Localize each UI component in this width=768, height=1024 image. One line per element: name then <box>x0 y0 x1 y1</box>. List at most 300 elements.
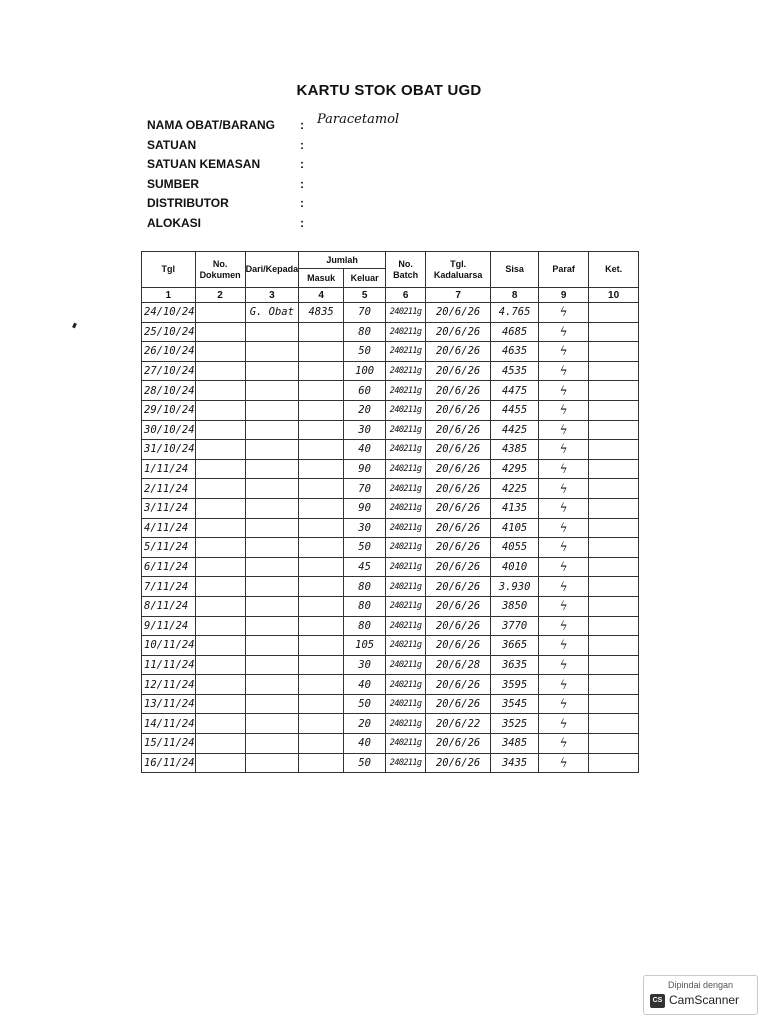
cell-masuk <box>299 498 344 518</box>
cell-sisa: 3850 <box>491 596 539 616</box>
stock-table <box>141 251 639 773</box>
table-row <box>142 381 639 401</box>
cell-ket <box>589 655 639 675</box>
cell-tgl-kadaluarsa: 20/6/26 <box>426 596 491 616</box>
table-row <box>142 596 639 616</box>
cell-no-batch: 240211g <box>386 616 426 636</box>
cell-sisa: 4385 <box>491 440 539 460</box>
cell-ket <box>589 322 639 342</box>
cell-dari-kepada <box>245 400 299 420</box>
cell-keluar: 50 <box>344 753 386 773</box>
header-tgl-kadaluarsa: Tgl. Kadaluarsa <box>426 252 491 288</box>
cell-masuk <box>299 694 344 714</box>
cell-keluar: 80 <box>344 577 386 597</box>
cell-sisa: 3545 <box>491 694 539 714</box>
table-row <box>142 459 639 479</box>
table-row <box>142 734 639 754</box>
cell-dari-kepada <box>245 616 299 636</box>
cell-tgl: 12/11/24 <box>142 675 196 695</box>
header-masuk: Masuk <box>299 269 344 288</box>
cell-no-dokumen <box>195 675 245 695</box>
column-number: 9 <box>539 288 589 303</box>
cell-no-batch: 240211g <box>386 381 426 401</box>
table-row <box>142 714 639 734</box>
cell-dari-kepada <box>245 753 299 773</box>
cell-tgl-kadaluarsa: 20/6/26 <box>426 636 491 656</box>
cell-tgl: 27/10/24 <box>142 361 196 381</box>
cell-paraf: ϟ <box>539 557 589 577</box>
cell-tgl: 16/11/24 <box>142 753 196 773</box>
cell-no-dokumen <box>195 616 245 636</box>
watermark-brand: CamScanner <box>669 993 740 1007</box>
field-label: ALOKASI <box>147 215 201 230</box>
field-label: SATUAN KEMASAN <box>147 157 261 171</box>
cell-dari-kepada <box>245 636 299 656</box>
cell-masuk <box>299 479 344 499</box>
header-sisa: Sisa <box>491 252 539 288</box>
cell-no-dokumen <box>195 557 245 577</box>
column-number: 3 <box>245 288 299 303</box>
cell-sisa: 3485 <box>491 734 539 754</box>
cell-paraf: ϟ <box>539 655 589 675</box>
column-number: 8 <box>491 288 539 303</box>
column-number: 1 <box>142 288 196 303</box>
cell-keluar: 30 <box>344 518 386 538</box>
cell-no-dokumen <box>195 459 245 479</box>
cell-tgl-kadaluarsa: 20/6/22 <box>426 714 491 734</box>
cell-no-batch: 240211g <box>386 342 426 362</box>
cell-sisa: 4635 <box>491 342 539 362</box>
cell-tgl-kadaluarsa: 20/6/26 <box>426 498 491 518</box>
cell-no-dokumen <box>195 342 245 362</box>
table-row <box>142 694 639 714</box>
cell-ket <box>589 714 639 734</box>
cell-ket <box>589 381 639 401</box>
cell-dari-kepada <box>245 479 299 499</box>
cell-no-batch: 240211g <box>386 518 426 538</box>
cell-ket <box>589 675 639 695</box>
table-row <box>142 753 639 773</box>
table-row <box>142 479 639 499</box>
cell-no-dokumen <box>195 655 245 675</box>
cell-tgl: 31/10/24 <box>142 440 196 460</box>
cell-no-batch: 240211g <box>386 636 426 656</box>
cell-tgl: 13/11/24 <box>142 694 196 714</box>
cell-no-batch: 240211g <box>386 440 426 460</box>
cell-no-batch: 240211g <box>386 361 426 381</box>
cell-keluar: 20 <box>344 714 386 734</box>
column-number: 5 <box>344 288 386 303</box>
table-row <box>142 303 639 323</box>
cell-keluar: 30 <box>344 655 386 675</box>
column-number: 4 <box>299 288 344 303</box>
cell-masuk <box>299 361 344 381</box>
cell-sisa: 4475 <box>491 381 539 401</box>
camscanner-watermark <box>643 975 758 1015</box>
cell-keluar: 50 <box>344 342 386 362</box>
table-row <box>142 655 639 675</box>
cell-no-dokumen <box>195 577 245 597</box>
cell-paraf: ϟ <box>539 400 589 420</box>
cell-sisa: 3665 <box>491 636 539 656</box>
cell-no-dokumen <box>195 361 245 381</box>
cell-tgl-kadaluarsa: 20/6/26 <box>426 459 491 479</box>
cell-tgl: 11/11/24 <box>142 655 196 675</box>
cell-paraf: ϟ <box>539 303 589 323</box>
cell-dari-kepada <box>245 655 299 675</box>
cell-no-dokumen <box>195 400 245 420</box>
cell-no-dokumen <box>195 498 245 518</box>
cell-no-dokumen <box>195 440 245 460</box>
cell-no-dokumen <box>195 694 245 714</box>
cell-tgl-kadaluarsa: 20/6/28 <box>426 655 491 675</box>
header-tgl: Tgl <box>142 252 196 288</box>
cell-sisa: 3770 <box>491 616 539 636</box>
cell-masuk <box>299 655 344 675</box>
field-label: SATUAN <box>147 137 197 152</box>
cell-keluar: 30 <box>344 420 386 440</box>
cell-no-dokumen <box>195 753 245 773</box>
cell-dari-kepada <box>245 694 299 714</box>
cell-ket <box>589 694 639 714</box>
cell-paraf: ϟ <box>539 420 589 440</box>
header-no-batch: No. Batch <box>386 252 426 288</box>
cell-ket <box>589 518 639 538</box>
cell-dari-kepada <box>245 459 299 479</box>
cell-masuk <box>299 734 344 754</box>
cell-tgl: 8/11/24 <box>142 596 196 616</box>
cell-tgl-kadaluarsa: 20/6/26 <box>426 479 491 499</box>
cell-dari-kepada <box>245 420 299 440</box>
cell-masuk <box>299 675 344 695</box>
cell-dari-kepada <box>245 361 299 381</box>
header-jumlah: Jumlah <box>299 252 386 269</box>
cell-paraf: ϟ <box>539 734 589 754</box>
cell-keluar: 80 <box>344 616 386 636</box>
cell-tgl-kadaluarsa: 20/6/26 <box>426 616 491 636</box>
cell-ket <box>589 479 639 499</box>
cell-keluar: 105 <box>344 636 386 656</box>
cell-tgl-kadaluarsa: 20/6/26 <box>426 381 491 401</box>
column-number: 6 <box>386 288 426 303</box>
field-colon: : <box>300 176 304 191</box>
cell-no-dokumen <box>195 714 245 734</box>
cell-paraf: ϟ <box>539 577 589 597</box>
cell-paraf: ϟ <box>539 361 589 381</box>
cell-tgl: 1/11/24 <box>142 459 196 479</box>
camscanner-logo-icon: CS <box>650 994 665 1008</box>
cell-tgl: 25/10/24 <box>142 322 196 342</box>
cell-tgl: 6/11/24 <box>142 557 196 577</box>
cell-dari-kepada <box>245 538 299 558</box>
cell-dari-kepada <box>245 322 299 342</box>
field-colon: : <box>300 137 304 152</box>
cell-tgl: 4/11/24 <box>142 518 196 538</box>
cell-keluar: 60 <box>344 381 386 401</box>
cell-tgl-kadaluarsa: 20/6/26 <box>426 420 491 440</box>
cell-no-batch: 240211g <box>386 303 426 323</box>
cell-keluar: 80 <box>344 596 386 616</box>
cell-paraf: ϟ <box>539 714 589 734</box>
cell-no-dokumen <box>195 420 245 440</box>
cell-dari-kepada: G. Obat <box>245 303 299 323</box>
cell-ket <box>589 596 639 616</box>
cell-ket <box>589 420 639 440</box>
cell-masuk <box>299 753 344 773</box>
cell-ket <box>589 753 639 773</box>
cell-keluar: 50 <box>344 538 386 558</box>
cell-paraf: ϟ <box>539 322 589 342</box>
cell-dari-kepada <box>245 734 299 754</box>
cell-dari-kepada <box>245 714 299 734</box>
cell-ket <box>589 616 639 636</box>
cell-paraf: ϟ <box>539 459 589 479</box>
cell-tgl-kadaluarsa: 20/6/26 <box>426 303 491 323</box>
cell-tgl-kadaluarsa: 20/6/26 <box>426 322 491 342</box>
cell-ket <box>589 459 639 479</box>
cell-no-dokumen <box>195 303 245 323</box>
cell-paraf: ϟ <box>539 381 589 401</box>
watermark-caption: Dipindai dengan <box>667 980 734 990</box>
cell-masuk <box>299 577 344 597</box>
table-row <box>142 538 639 558</box>
cell-dari-kepada <box>245 577 299 597</box>
cell-sisa: 4010 <box>491 557 539 577</box>
cell-paraf: ϟ <box>539 518 589 538</box>
table-row <box>142 557 639 577</box>
cell-keluar: 80 <box>344 322 386 342</box>
cell-no-dokumen <box>195 518 245 538</box>
table-row <box>142 498 639 518</box>
cell-ket <box>589 342 639 362</box>
cell-tgl: 3/11/24 <box>142 498 196 518</box>
cell-paraf: ϟ <box>539 636 589 656</box>
cell-dari-kepada <box>245 596 299 616</box>
cell-sisa: 4135 <box>491 498 539 518</box>
table-row <box>142 636 639 656</box>
cell-ket <box>589 557 639 577</box>
cell-tgl-kadaluarsa: 20/6/26 <box>426 675 491 695</box>
cell-keluar: 45 <box>344 557 386 577</box>
cell-no-dokumen <box>195 734 245 754</box>
cell-masuk <box>299 538 344 558</box>
cell-keluar: 20 <box>344 400 386 420</box>
cell-no-batch: 240211g <box>386 734 426 754</box>
cell-sisa: 4535 <box>491 361 539 381</box>
column-number: 10 <box>589 288 639 303</box>
cell-sisa: 4685 <box>491 322 539 342</box>
cell-masuk <box>299 616 344 636</box>
cell-no-batch: 240211g <box>386 557 426 577</box>
cell-masuk <box>299 714 344 734</box>
cell-tgl: 28/10/24 <box>142 381 196 401</box>
cell-no-dokumen <box>195 538 245 558</box>
field-colon: : <box>300 157 304 171</box>
cell-tgl-kadaluarsa: 20/6/26 <box>426 518 491 538</box>
header-ket: Ket. <box>589 252 639 288</box>
cell-tgl: 2/11/24 <box>142 479 196 499</box>
cell-keluar: 70 <box>344 303 386 323</box>
cell-sisa: 4055 <box>491 538 539 558</box>
cell-tgl-kadaluarsa: 20/6/26 <box>426 753 491 773</box>
cell-keluar: 40 <box>344 734 386 754</box>
cell-dari-kepada <box>245 381 299 401</box>
cell-paraf: ϟ <box>539 596 589 616</box>
column-number-row <box>142 288 639 303</box>
field-colon: : <box>300 215 304 230</box>
cell-no-batch: 240211g <box>386 753 426 773</box>
cell-tgl: 26/10/24 <box>142 342 196 362</box>
cell-paraf: ϟ <box>539 538 589 558</box>
cell-paraf: ϟ <box>539 694 589 714</box>
cell-ket <box>589 400 639 420</box>
cell-keluar: 40 <box>344 675 386 695</box>
cell-tgl-kadaluarsa: 20/6/26 <box>426 538 491 558</box>
cell-tgl: 24/10/24 <box>142 303 196 323</box>
cell-ket <box>589 498 639 518</box>
cell-keluar: 90 <box>344 459 386 479</box>
cell-masuk <box>299 459 344 479</box>
field-colon: : <box>300 118 304 132</box>
cell-tgl-kadaluarsa: 20/6/26 <box>426 577 491 597</box>
cell-sisa: 3595 <box>491 675 539 695</box>
cell-dari-kepada <box>245 557 299 577</box>
cell-no-batch: 240211g <box>386 538 426 558</box>
cell-sisa: 3525 <box>491 714 539 734</box>
cell-ket <box>589 303 639 323</box>
cell-tgl-kadaluarsa: 20/6/26 <box>426 694 491 714</box>
cell-ket <box>589 538 639 558</box>
table-row <box>142 420 639 440</box>
cell-tgl-kadaluarsa: 20/6/26 <box>426 440 491 460</box>
cell-tgl: 30/10/24 <box>142 420 196 440</box>
cell-sisa: 4225 <box>491 479 539 499</box>
cell-no-batch: 240211g <box>386 498 426 518</box>
cell-sisa: 4455 <box>491 400 539 420</box>
cell-no-batch: 240211g <box>386 577 426 597</box>
cell-masuk <box>299 342 344 362</box>
cell-paraf: ϟ <box>539 479 589 499</box>
cell-masuk <box>299 557 344 577</box>
table-row <box>142 518 639 538</box>
cell-tgl: 5/11/24 <box>142 538 196 558</box>
header-paraf: Paraf <box>539 252 589 288</box>
cell-ket <box>589 440 639 460</box>
cell-tgl-kadaluarsa: 20/6/26 <box>426 361 491 381</box>
cell-paraf: ϟ <box>539 753 589 773</box>
cell-masuk <box>299 636 344 656</box>
field-value: Paracetamol <box>317 112 400 127</box>
cell-sisa: 4.765 <box>491 303 539 323</box>
cell-masuk <box>299 381 344 401</box>
cell-sisa: 4295 <box>491 459 539 479</box>
cell-dari-kepada <box>245 675 299 695</box>
cell-no-batch: 240211g <box>386 459 426 479</box>
cell-tgl: 9/11/24 <box>142 616 196 636</box>
cell-sisa: 3635 <box>491 655 539 675</box>
cell-keluar: 50 <box>344 694 386 714</box>
cell-paraf: ϟ <box>539 616 589 636</box>
header-dari-kepada: Dari/Kepada <box>245 252 299 288</box>
field-colon: : <box>300 196 304 210</box>
cell-no-batch: 240211g <box>386 322 426 342</box>
field-label: NAMA OBAT/BARANG <box>147 118 275 132</box>
cell-ket <box>589 636 639 656</box>
cell-dari-kepada <box>245 440 299 460</box>
cell-no-batch: 240211g <box>386 655 426 675</box>
table-row <box>142 616 639 636</box>
pen-mark <box>72 323 77 329</box>
cell-no-batch: 240211g <box>386 675 426 695</box>
table-row <box>142 440 639 460</box>
cell-paraf: ϟ <box>539 440 589 460</box>
cell-no-dokumen <box>195 636 245 656</box>
cell-keluar: 70 <box>344 479 386 499</box>
cell-masuk <box>299 596 344 616</box>
cell-masuk <box>299 400 344 420</box>
cell-sisa: 4105 <box>491 518 539 538</box>
cell-tgl: 10/11/24 <box>142 636 196 656</box>
cell-tgl-kadaluarsa: 20/6/26 <box>426 734 491 754</box>
cell-no-batch: 240211g <box>386 400 426 420</box>
cell-no-batch: 240211g <box>386 420 426 440</box>
table-row <box>142 577 639 597</box>
cell-masuk <box>299 518 344 538</box>
cell-keluar: 90 <box>344 498 386 518</box>
field-label: DISTRIBUTOR <box>147 196 229 210</box>
cell-sisa: 4425 <box>491 420 539 440</box>
table-row <box>142 322 639 342</box>
cell-tgl-kadaluarsa: 20/6/26 <box>426 557 491 577</box>
cell-tgl: 29/10/24 <box>142 400 196 420</box>
cell-keluar: 100 <box>344 361 386 381</box>
cell-paraf: ϟ <box>539 675 589 695</box>
cell-sisa: 3435 <box>491 753 539 773</box>
page-title: KARTU STOK OBAT UGD <box>296 82 482 99</box>
cell-no-dokumen <box>195 479 245 499</box>
cell-dari-kepada <box>245 518 299 538</box>
cell-no-dokumen <box>195 381 245 401</box>
field-label: SUMBER <box>147 176 200 191</box>
cell-masuk <box>299 420 344 440</box>
stock-table-body <box>142 288 639 773</box>
cell-no-batch: 240211g <box>386 479 426 499</box>
cell-masuk <box>299 322 344 342</box>
cell-ket <box>589 734 639 754</box>
cell-ket <box>589 577 639 597</box>
header-keluar: Keluar <box>344 269 386 288</box>
cell-tgl-kadaluarsa: 20/6/26 <box>426 342 491 362</box>
cell-no-batch: 240211g <box>386 596 426 616</box>
cell-sisa: 3.930 <box>491 577 539 597</box>
cell-tgl-kadaluarsa: 20/6/26 <box>426 400 491 420</box>
table-row <box>142 361 639 381</box>
cell-no-dokumen <box>195 322 245 342</box>
cell-dari-kepada <box>245 498 299 518</box>
cell-keluar: 40 <box>344 440 386 460</box>
cell-tgl: 14/11/24 <box>142 714 196 734</box>
cell-no-batch: 240211g <box>386 694 426 714</box>
cell-tgl: 15/11/24 <box>142 734 196 754</box>
header-no-dokumen: No. Dokumen <box>195 252 245 288</box>
column-number: 2 <box>195 288 245 303</box>
cell-ket <box>589 361 639 381</box>
table-row <box>142 342 639 362</box>
table-row <box>142 400 639 420</box>
cell-tgl: 7/11/24 <box>142 577 196 597</box>
cell-masuk <box>299 440 344 460</box>
cell-no-batch: 240211g <box>386 714 426 734</box>
